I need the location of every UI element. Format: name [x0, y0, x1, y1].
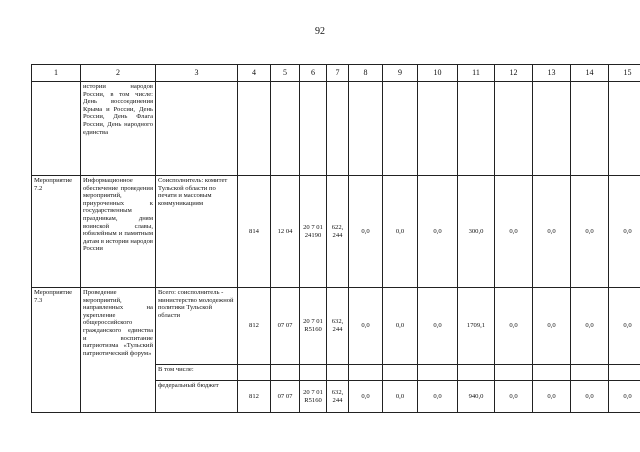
table-cell: 0,0 — [349, 288, 383, 365]
table-cell — [156, 82, 238, 176]
table-cell — [300, 365, 327, 381]
page-number: 92 — [315, 26, 325, 37]
table-cell — [571, 82, 609, 176]
table-cell: 632, 244 — [327, 381, 349, 413]
table-cell: Мероприятие 7.3 — [32, 288, 81, 413]
table-row — [32, 176, 640, 288]
table-cell: Соисполнитель: комитет Тульской области по печати и массовым коммуникациям — [156, 176, 238, 288]
table-cell: Всего: соисполнитель - министерство молодежной политики Тульской области — [156, 288, 238, 365]
table-cell: 812 — [238, 381, 271, 413]
table-cell — [32, 82, 81, 176]
header-cell: 1 — [32, 65, 81, 82]
table-cell: 0,0 — [349, 381, 383, 413]
header-cell: 10 — [418, 65, 458, 82]
table-cell — [349, 82, 383, 176]
header-cell: 2 — [81, 65, 156, 82]
header-cell: 7 — [327, 65, 349, 82]
table-cell: 0,0 — [495, 176, 533, 288]
header-cell: 15 — [609, 65, 640, 82]
header-cell: 5 — [271, 65, 300, 82]
table-cell — [238, 365, 271, 381]
header-row — [32, 65, 640, 82]
table-cell: 632, 244 — [327, 288, 349, 365]
table-cell: 07 07 — [271, 288, 300, 365]
table-cell — [383, 82, 418, 176]
budget-table — [31, 64, 640, 413]
table-cell — [238, 82, 271, 176]
table-cell — [609, 82, 640, 176]
table-cell: 0,0 — [533, 176, 571, 288]
table-cell — [271, 82, 300, 176]
header-cell: 13 — [533, 65, 571, 82]
header-cell: 14 — [571, 65, 609, 82]
table-cell: 0,0 — [418, 176, 458, 288]
table-cell — [495, 365, 533, 381]
table-cell — [300, 82, 327, 176]
table-cell: 0,0 — [609, 288, 640, 365]
table-cell: Мероприятие 7.2 — [32, 176, 81, 288]
table-cell: 0,0 — [533, 288, 571, 365]
table-cell: 0,0 — [383, 381, 418, 413]
table-cell — [609, 365, 640, 381]
table-cell: 20 7 01 R5160 — [300, 381, 327, 413]
table-cell: истории народов России, в том числе: День воссоединения Крыма и России, День России, День Флага России, День народного единства — [81, 82, 156, 176]
header-cell: 9 — [383, 65, 418, 82]
header-cell: 12 — [495, 65, 533, 82]
table-cell — [571, 365, 609, 381]
header-cell: 8 — [349, 65, 383, 82]
table-cell — [383, 365, 418, 381]
table-cell: 0,0 — [533, 381, 571, 413]
table-cell: 0,0 — [495, 288, 533, 365]
table-cell: 0,0 — [609, 176, 640, 288]
table-cell — [458, 365, 495, 381]
table-cell: 0,0 — [383, 288, 418, 365]
table-row — [32, 82, 640, 176]
table-cell — [418, 365, 458, 381]
table-cell — [418, 82, 458, 176]
table-row — [32, 288, 640, 365]
table-cell — [495, 82, 533, 176]
table-cell: Информационное обеспечение проведения мероприятий, приуроченных к государственным праздникам, дням воинской славы, юбилейным и памятным датам в истории народов России — [81, 176, 156, 288]
table-cell: Проведение мероприятий, направленных на укрепление общероссийского гражданского единства и воспитание патриотизма «Тульский патриотический форум» — [81, 288, 156, 413]
header-cell: 3 — [156, 65, 238, 82]
table-cell — [533, 82, 571, 176]
table-cell — [327, 365, 349, 381]
table-cell: федеральный бюджет — [156, 381, 238, 413]
table-cell — [533, 365, 571, 381]
table-cell: 814 — [238, 176, 271, 288]
header-cell: 11 — [458, 65, 495, 82]
table-cell — [271, 365, 300, 381]
table-cell: 0,0 — [495, 381, 533, 413]
table-cell: 0,0 — [571, 381, 609, 413]
table-cell — [458, 82, 495, 176]
table-cell: 0,0 — [609, 381, 640, 413]
table-cell — [349, 365, 383, 381]
table-cell: 622, 244 — [327, 176, 349, 288]
header-cell: 4 — [238, 65, 271, 82]
table-cell — [327, 82, 349, 176]
table-cell: 20 7 01 24190 — [300, 176, 327, 288]
table-cell: 12 04 — [271, 176, 300, 288]
table-cell: 0,0 — [571, 176, 609, 288]
table-cell: 0,0 — [349, 176, 383, 288]
table-cell: 0,0 — [418, 288, 458, 365]
table-cell: 0,0 — [418, 381, 458, 413]
table-cell: 940,0 — [458, 381, 495, 413]
table-cell: 20 7 01 R5160 — [300, 288, 327, 365]
table-cell: 300,0 — [458, 176, 495, 288]
header-cell: 6 — [300, 65, 327, 82]
table-cell: 0,0 — [571, 288, 609, 365]
table-cell: 812 — [238, 288, 271, 365]
table-cell: 1709,1 — [458, 288, 495, 365]
table-cell: 0,0 — [383, 176, 418, 288]
table-cell: 07 07 — [271, 381, 300, 413]
table-cell: В том числе: — [156, 365, 238, 381]
